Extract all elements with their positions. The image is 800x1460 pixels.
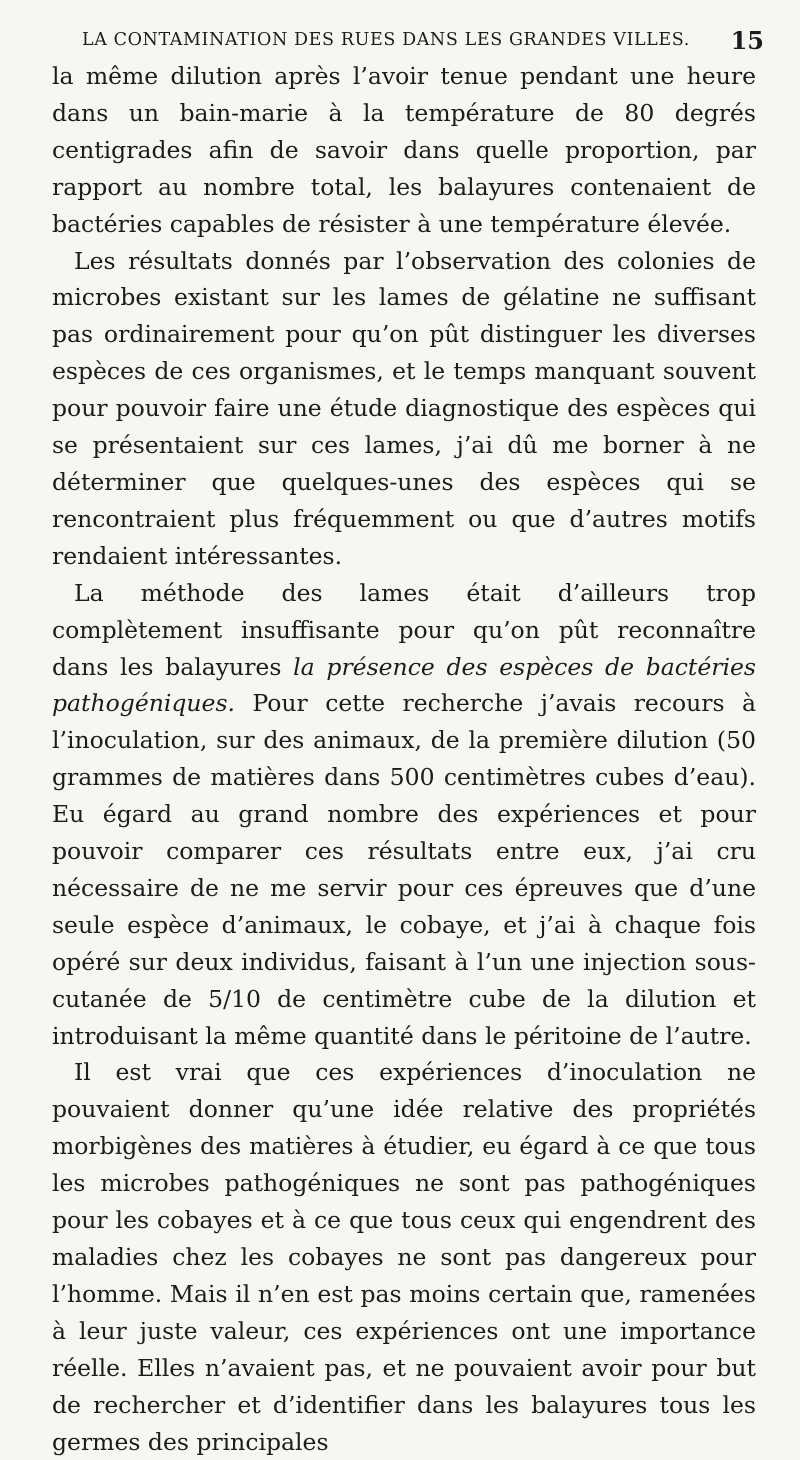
paragraph-3-text-before: La méthode des lames était d’ailleurs trop complètement insuffisante pour qu’on pût reconnaître dans les balayures [52,578,756,681]
paragraph-3-text-after: Pour cette recherche j’avais recours à l’inoculation, sur des animaux, de la première dilution (50 grammes de matières dans 500 centimètres cubes d’eau). Eu égard au grand nombre des expériences et pour pouvoir comparer ces résultats entre eux, j’ai cru nécessaire de ne me servir pour ces épreuves que d’une seule espèce d’animaux, le cobaye, et j’ai à chaque fois opéré sur deux individus, faisant à l’un une injection sous-cutanée de 5/10 de centimètre cube de la dilution et introduisant la même quantité dans le péritoine de l’autre. [52,689,756,1050]
body-text [52,58,756,1460]
paragraph-3 [52,575,756,1055]
running-head-title: LA CONTAMINATION DES RUES DANS LES GRANDES VILLES. [82,30,690,50]
paragraph-2: Les résultats donnés par l’observation des colonies de microbes existant sur les lames de gélatine ne suffisant pas ordinairement pour qu’on pût distinguer les diverses espèces de ces organismes, et le temps manquant souvent pour pouvoir faire une étude diagnostique des espèces qui se présentaient sur ces lames, j’ai dû me borner à ne déterminer que quelques-unes des espèces qui se rencontraient plus fréquemment ou que d’autres motifs rendaient intéressantes. [52,246,756,570]
page-number: 15 [730,26,764,55]
paragraph-3-italic-phrase: la présence des espèces de bactéries pathogéniques. [52,652,756,718]
paragraph-4: Il est vrai que ces expériences d’inoculation ne pouvaient donner qu’une idée relative des propriétés morbigènes des matières à étudier, eu égard à ce que tous les microbes pathogéniques ne sont pas pathogéniques pour les cobayes et à ce que tous ceux qui engendrent des maladies chez les cobayes ne sont pas dangereux pour l’homme. Mais il n’en est pas moins certain que, ramenées à leur juste valeur, ces expériences ont une importance réelle. Elles n’avaient pas, et ne pouvaient avoir pour but de rechercher et d’identifier dans les balayures tous les germes des principales [52,1058,756,1456]
running-head [52,16,764,58]
paragraph-1: la même dilution après l’avoir tenue pendant une heure dans un bain-marie à la température de 80 degrés centigrades afin de savoir dans quelle proportion, par rapport au nombre total, les balayures contenaient de bactéries capables de résister à une température élevée. [52,62,756,238]
